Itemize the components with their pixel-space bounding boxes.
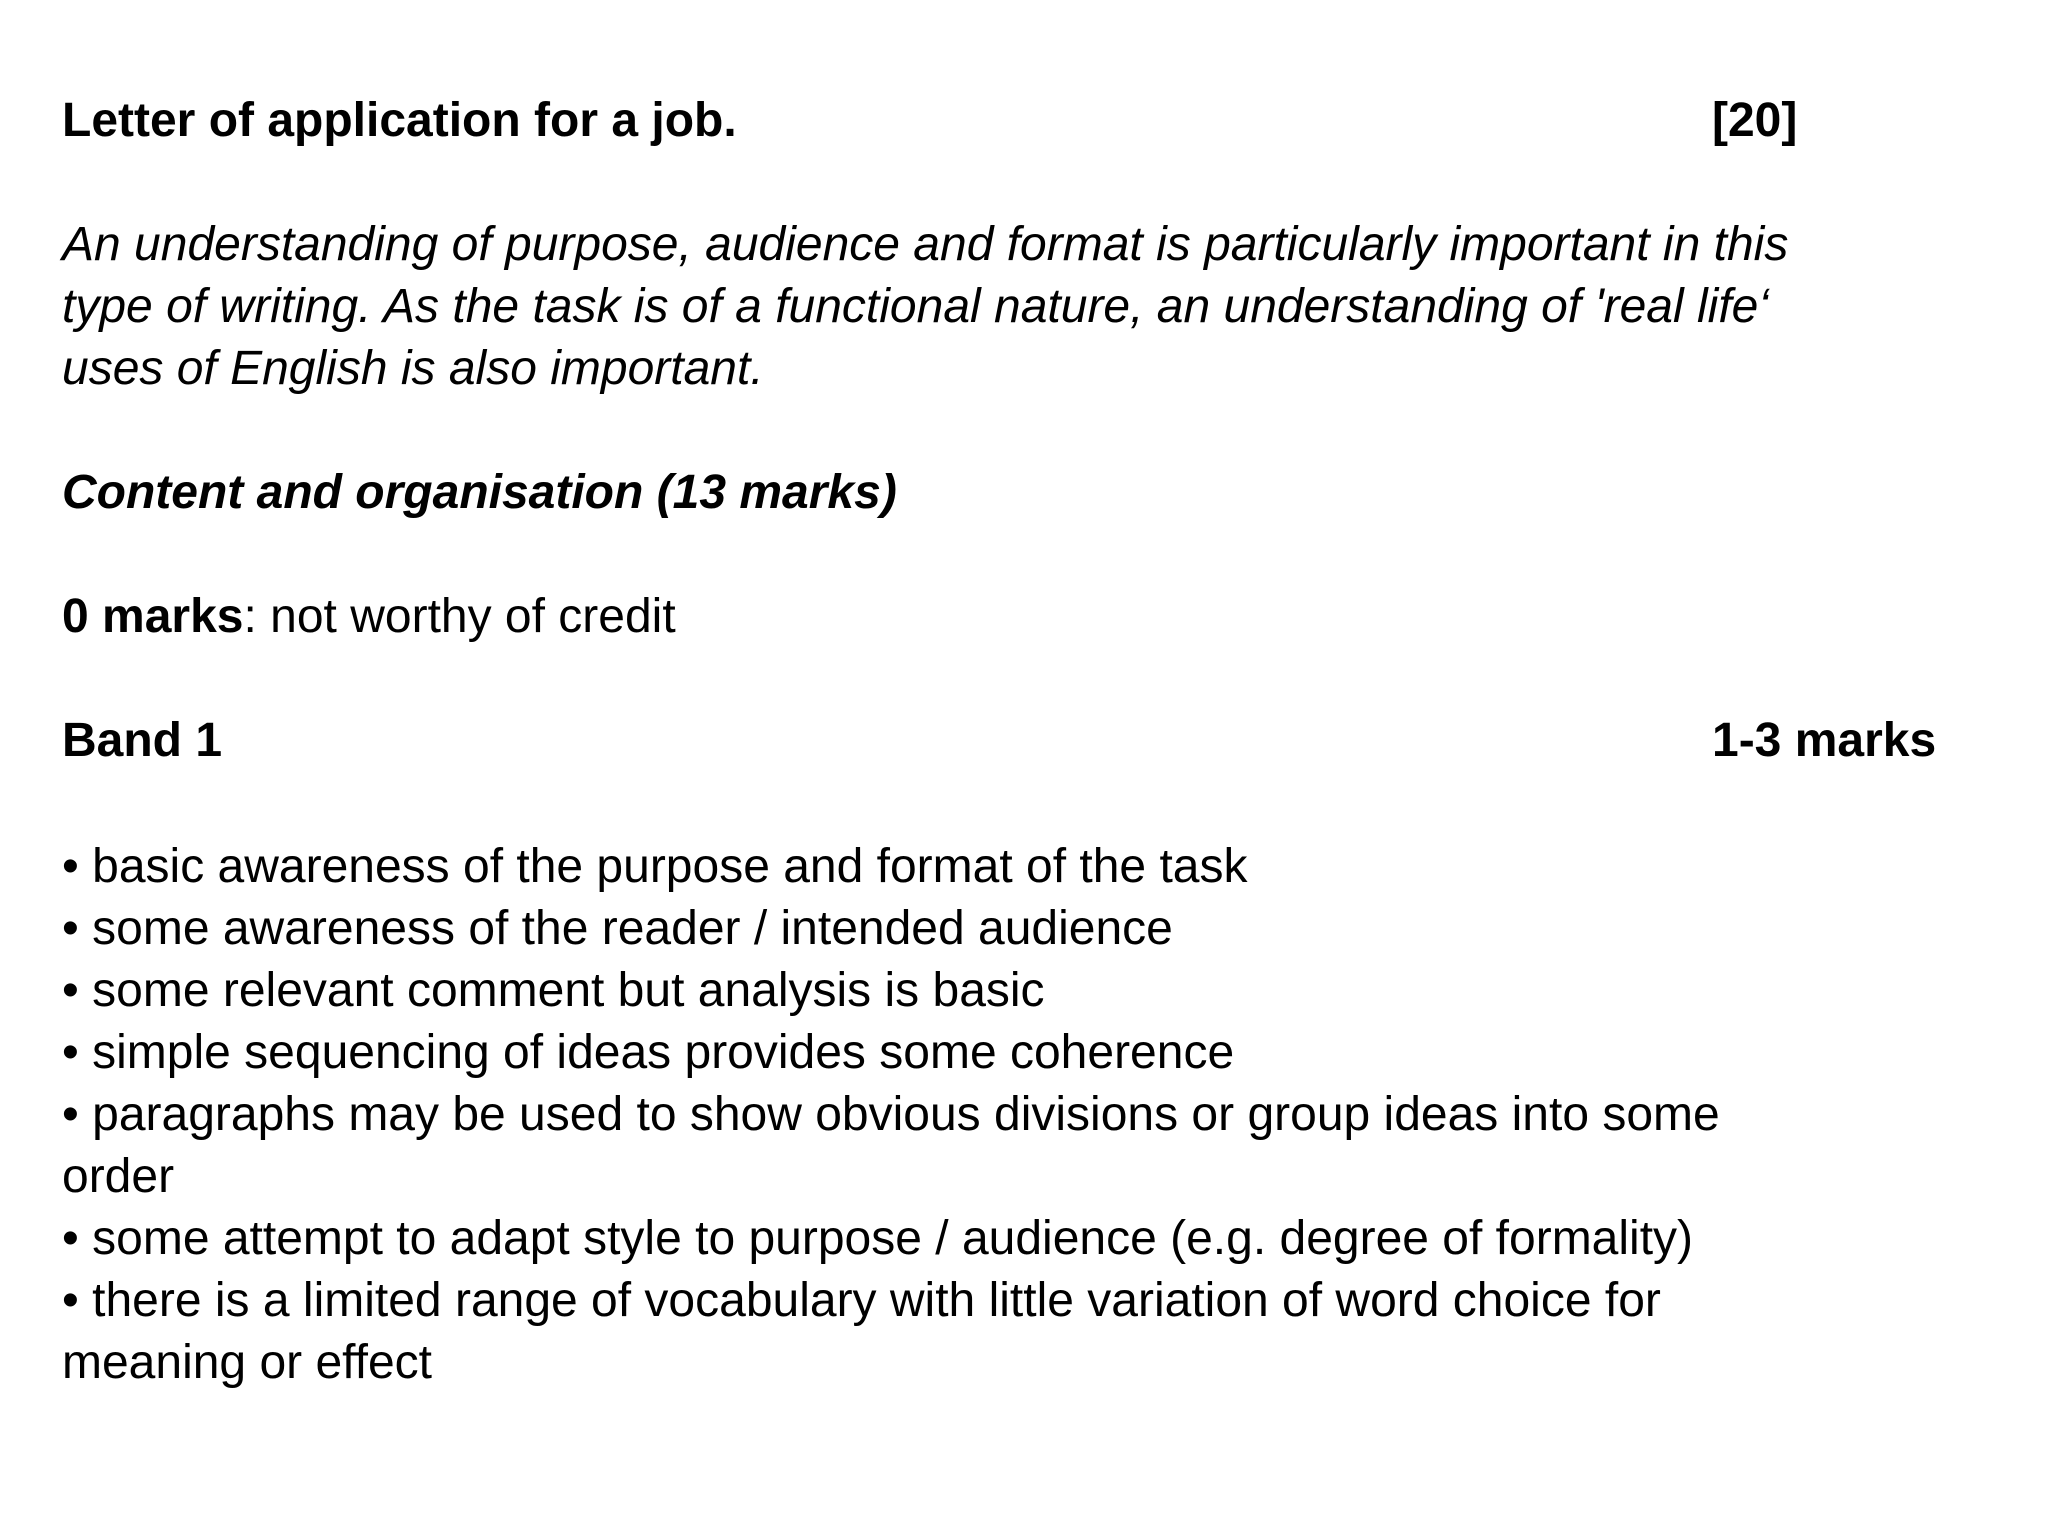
task-title: Letter of application for a job. <box>62 94 737 147</box>
intro-line: type of writing. As the task is of a functional nature, an understanding of 'real life‘ <box>62 280 1770 333</box>
band-marks: 1-3 marks <box>1712 714 1937 767</box>
list-item: • simple sequencing of ideas provides some coherence <box>62 1026 1235 1079</box>
intro-line: An understanding of purpose, audience and format is particularly important in this <box>62 218 1789 271</box>
list-item: • there is a limited range of vocabulary with little variation of word choice for <box>62 1274 1661 1327</box>
list-item: • some awareness of the reader / intended audience <box>62 902 1173 955</box>
list-item: • paragraphs may be used to show obvious divisions or group ideas into some <box>62 1088 1720 1141</box>
zero-marks-line <box>62 586 676 648</box>
band-label: Band 1 <box>62 714 223 767</box>
intro-paragraph <box>62 214 1992 400</box>
band-criteria-list <box>62 836 1992 1394</box>
total-marks: [20] <box>1712 94 1798 147</box>
list-item-continuation: meaning or effect <box>62 1336 433 1389</box>
list-item-continuation: order <box>62 1150 175 1203</box>
section-heading: Content and organisation (13 marks) <box>62 466 897 519</box>
list-item: • some attempt to adapt style to purpose / audience (e.g. degree of formality) <box>62 1212 1694 1265</box>
intro-line: uses of English is also important. <box>62 342 764 395</box>
list-item: • basic awareness of the purpose and format of the task <box>62 840 1248 893</box>
zero-marks-text: : not worthy of credit <box>243 590 676 643</box>
zero-marks-label: 0 marks <box>62 590 244 643</box>
list-item: • some relevant comment but analysis is basic <box>62 964 1045 1017</box>
